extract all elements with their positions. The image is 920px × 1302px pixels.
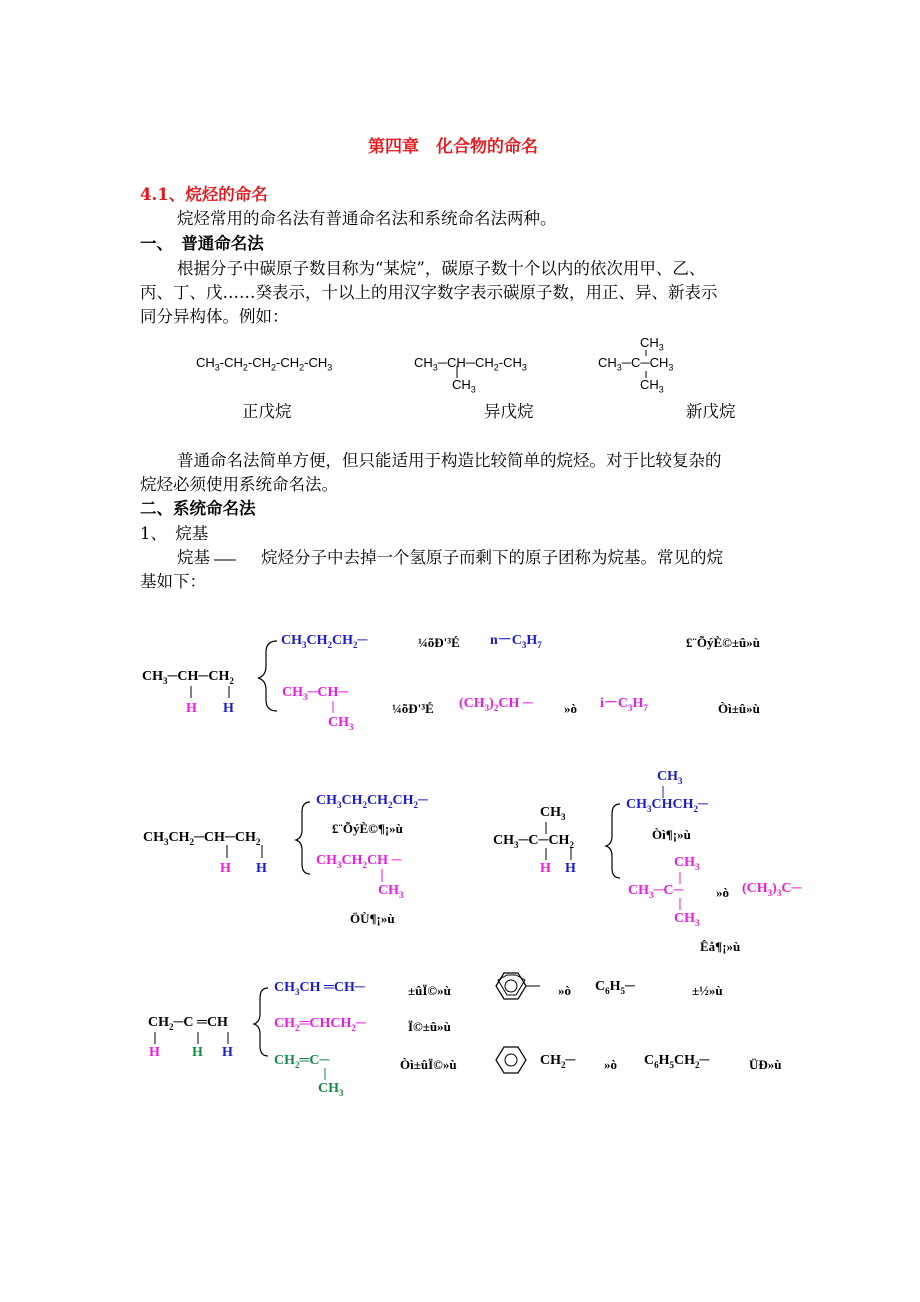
propane-h2: H xyxy=(223,701,234,716)
n-c3h7: $n-C_3H_7$ xyxy=(490,633,542,650)
tert-butyl-formula: $CH_3─C─$ xyxy=(628,883,684,900)
neopentane-formula: $CH_3─C─CH_3$ xyxy=(598,355,674,373)
common-para-line-1: 根据分子中碳原子数目称为“某烷”，碳原子数十个以内的依次用甲、乙、 xyxy=(177,259,706,278)
garbled-label-2: £¨ÕýÈ©±û»ù xyxy=(686,635,760,650)
benzyl-ch2: $CH_2─$ xyxy=(540,1053,576,1070)
garbled-label-13: ±½»ù xyxy=(692,983,723,998)
summary-line-1: 普通命名法简单方便，但只能适用于构造比较简单的烷烃。对于比较复杂的 xyxy=(177,451,722,470)
propenyl-formula: $CH_3CH$ ═CH─ xyxy=(274,980,365,997)
n-propyl-formula: $CH_3CH_2CH_2─$ xyxy=(281,633,368,650)
alkyl-definition-1: 烷烃分子中去掉一个氢原子而剩下的原子团称为烷基。常见的烷 xyxy=(261,548,723,567)
garbled-label-17: ÜÐ»ù xyxy=(749,1057,782,1072)
chapter-title: 第四章 化合物的命名 xyxy=(368,137,538,157)
garbled-label-6: £¨ÕýÈ©¶¡»ù xyxy=(332,821,403,836)
propene-formula: $CH_2─C$ ═CH xyxy=(148,1015,228,1032)
label-isopentane: 异戊烷 xyxy=(484,402,534,421)
tert-butyl-condensed: $(CH_3)_3C─$ xyxy=(742,881,802,898)
butane-h1: H xyxy=(220,861,231,876)
alkyl-term: 烷基 xyxy=(177,548,210,567)
garbled-label-16: »ò xyxy=(604,1057,617,1072)
common-para-line-3: 同分异构体。例如： xyxy=(140,307,289,326)
isopentane-branch: $CH_3$ xyxy=(452,377,476,395)
label-n-pentane: 正戊烷 xyxy=(242,402,292,421)
garbled-label-1: ¼õÐ'³É xyxy=(418,635,460,650)
garbled-label-12: »ò xyxy=(558,983,571,998)
garbled-label-3: ¼õÐ'³É xyxy=(392,701,434,716)
neopentane-top: $CH_3$ xyxy=(640,335,664,353)
alkyl-item: 1、 烷基 xyxy=(140,524,209,543)
garbled-label-14: Ï©±û»ù xyxy=(408,1019,451,1034)
propene-h1: H xyxy=(149,1045,160,1060)
neopentane-bottom: $CH_3$ xyxy=(640,377,664,395)
isobutane-formula: $CH_3─C─CH_2$ xyxy=(493,833,574,850)
common-naming-heading: 一、 普通命名法 xyxy=(140,234,264,253)
isobutane-h1: H xyxy=(540,861,551,876)
common-para-line-2: 丙、丁、戊……癸表示，十以上的用汉字数字表示碳原子数，用正、异、新表示 xyxy=(140,283,718,302)
isopropenyl-branch: $CH_3$ xyxy=(318,1081,344,1098)
isobutane-h2: H xyxy=(565,861,576,876)
isopropyl-formula: $CH_3─CH─$ xyxy=(282,685,349,702)
garbled-label-9: »ò xyxy=(716,885,729,900)
isopropyl-branch: $CH_3$ xyxy=(328,715,354,732)
section-heading: 4.1、烷烃的命名 xyxy=(140,185,268,204)
phenyl-formula: $C_6H_5─$ xyxy=(595,979,635,996)
label-neopentane: 新戊烷 xyxy=(686,402,736,421)
alkyl-definition-2: 基如下： xyxy=(140,572,206,591)
garbled-label-11: ±ûÏ©»ù xyxy=(408,983,451,998)
benzyl-formula: $C_6H_5CH_2─$ xyxy=(644,1053,710,1070)
isobutyl-formula: $CH_3CHCH_2─$ xyxy=(626,797,708,814)
tert-butyl-bottom: $CH_3$ xyxy=(674,911,700,928)
isopropyl-condensed: $(CH_3)_2CH$ ─ xyxy=(459,696,533,713)
propene-h3: H xyxy=(222,1045,233,1060)
systematic-heading: 二、系统命名法 xyxy=(140,499,256,518)
n-pentane-formula: $CH_3-CH_2-CH_2-CH_2-CH_3$ xyxy=(196,355,333,373)
garbled-label-8: ÖÙ¶¡»ù xyxy=(350,911,395,926)
butane-h2: H xyxy=(256,861,267,876)
allyl-formula: $CH_2═CHCH_2─$ xyxy=(274,1016,366,1033)
isopentane-formula: $CH_3─CH─CH_2-CH_3$ xyxy=(414,355,527,373)
garbled-label-15: Òì±ûÏ©»ù xyxy=(400,1057,457,1072)
garbled-label-5: Òì±û»ù xyxy=(718,701,760,716)
isobutane-top: $CH_3$ xyxy=(540,805,566,822)
garbled-label-10: Êå¶¡»ù xyxy=(700,939,741,954)
tert-butyl-top: $CH_3$ xyxy=(674,855,700,872)
propane-h1: H xyxy=(186,701,197,716)
i-c3h7: $i-C_3H_7$ xyxy=(600,696,648,713)
n-butyl-formula: $CH_3CH_2CH_2CH_2─$ xyxy=(316,793,428,810)
propene-h2: H xyxy=(192,1045,203,1060)
isopropenyl-formula: $CH_2═C─$ xyxy=(274,1053,330,1070)
propane-formula: $CH_3─CH─CH_2$ xyxy=(142,669,234,686)
garbled-label-7: Òì¶¡»ù xyxy=(652,827,691,842)
sec-butyl-formula: $CH_3CH_2CH$ ─ xyxy=(316,853,402,870)
summary-line-2: 烷烃必须使用系统命名法。 xyxy=(140,475,338,494)
garbled-label-4: »ò xyxy=(564,701,577,716)
isobutyl-top: $CH_3$ xyxy=(657,769,683,786)
intro-text: 烷烃常用的命名法有普通命名法和系统命名法两种。 xyxy=(177,209,557,228)
butane-formula: $CH_3CH_2─CH─CH_2$ xyxy=(143,830,261,847)
sec-butyl-branch: $CH_3$ xyxy=(378,883,404,900)
